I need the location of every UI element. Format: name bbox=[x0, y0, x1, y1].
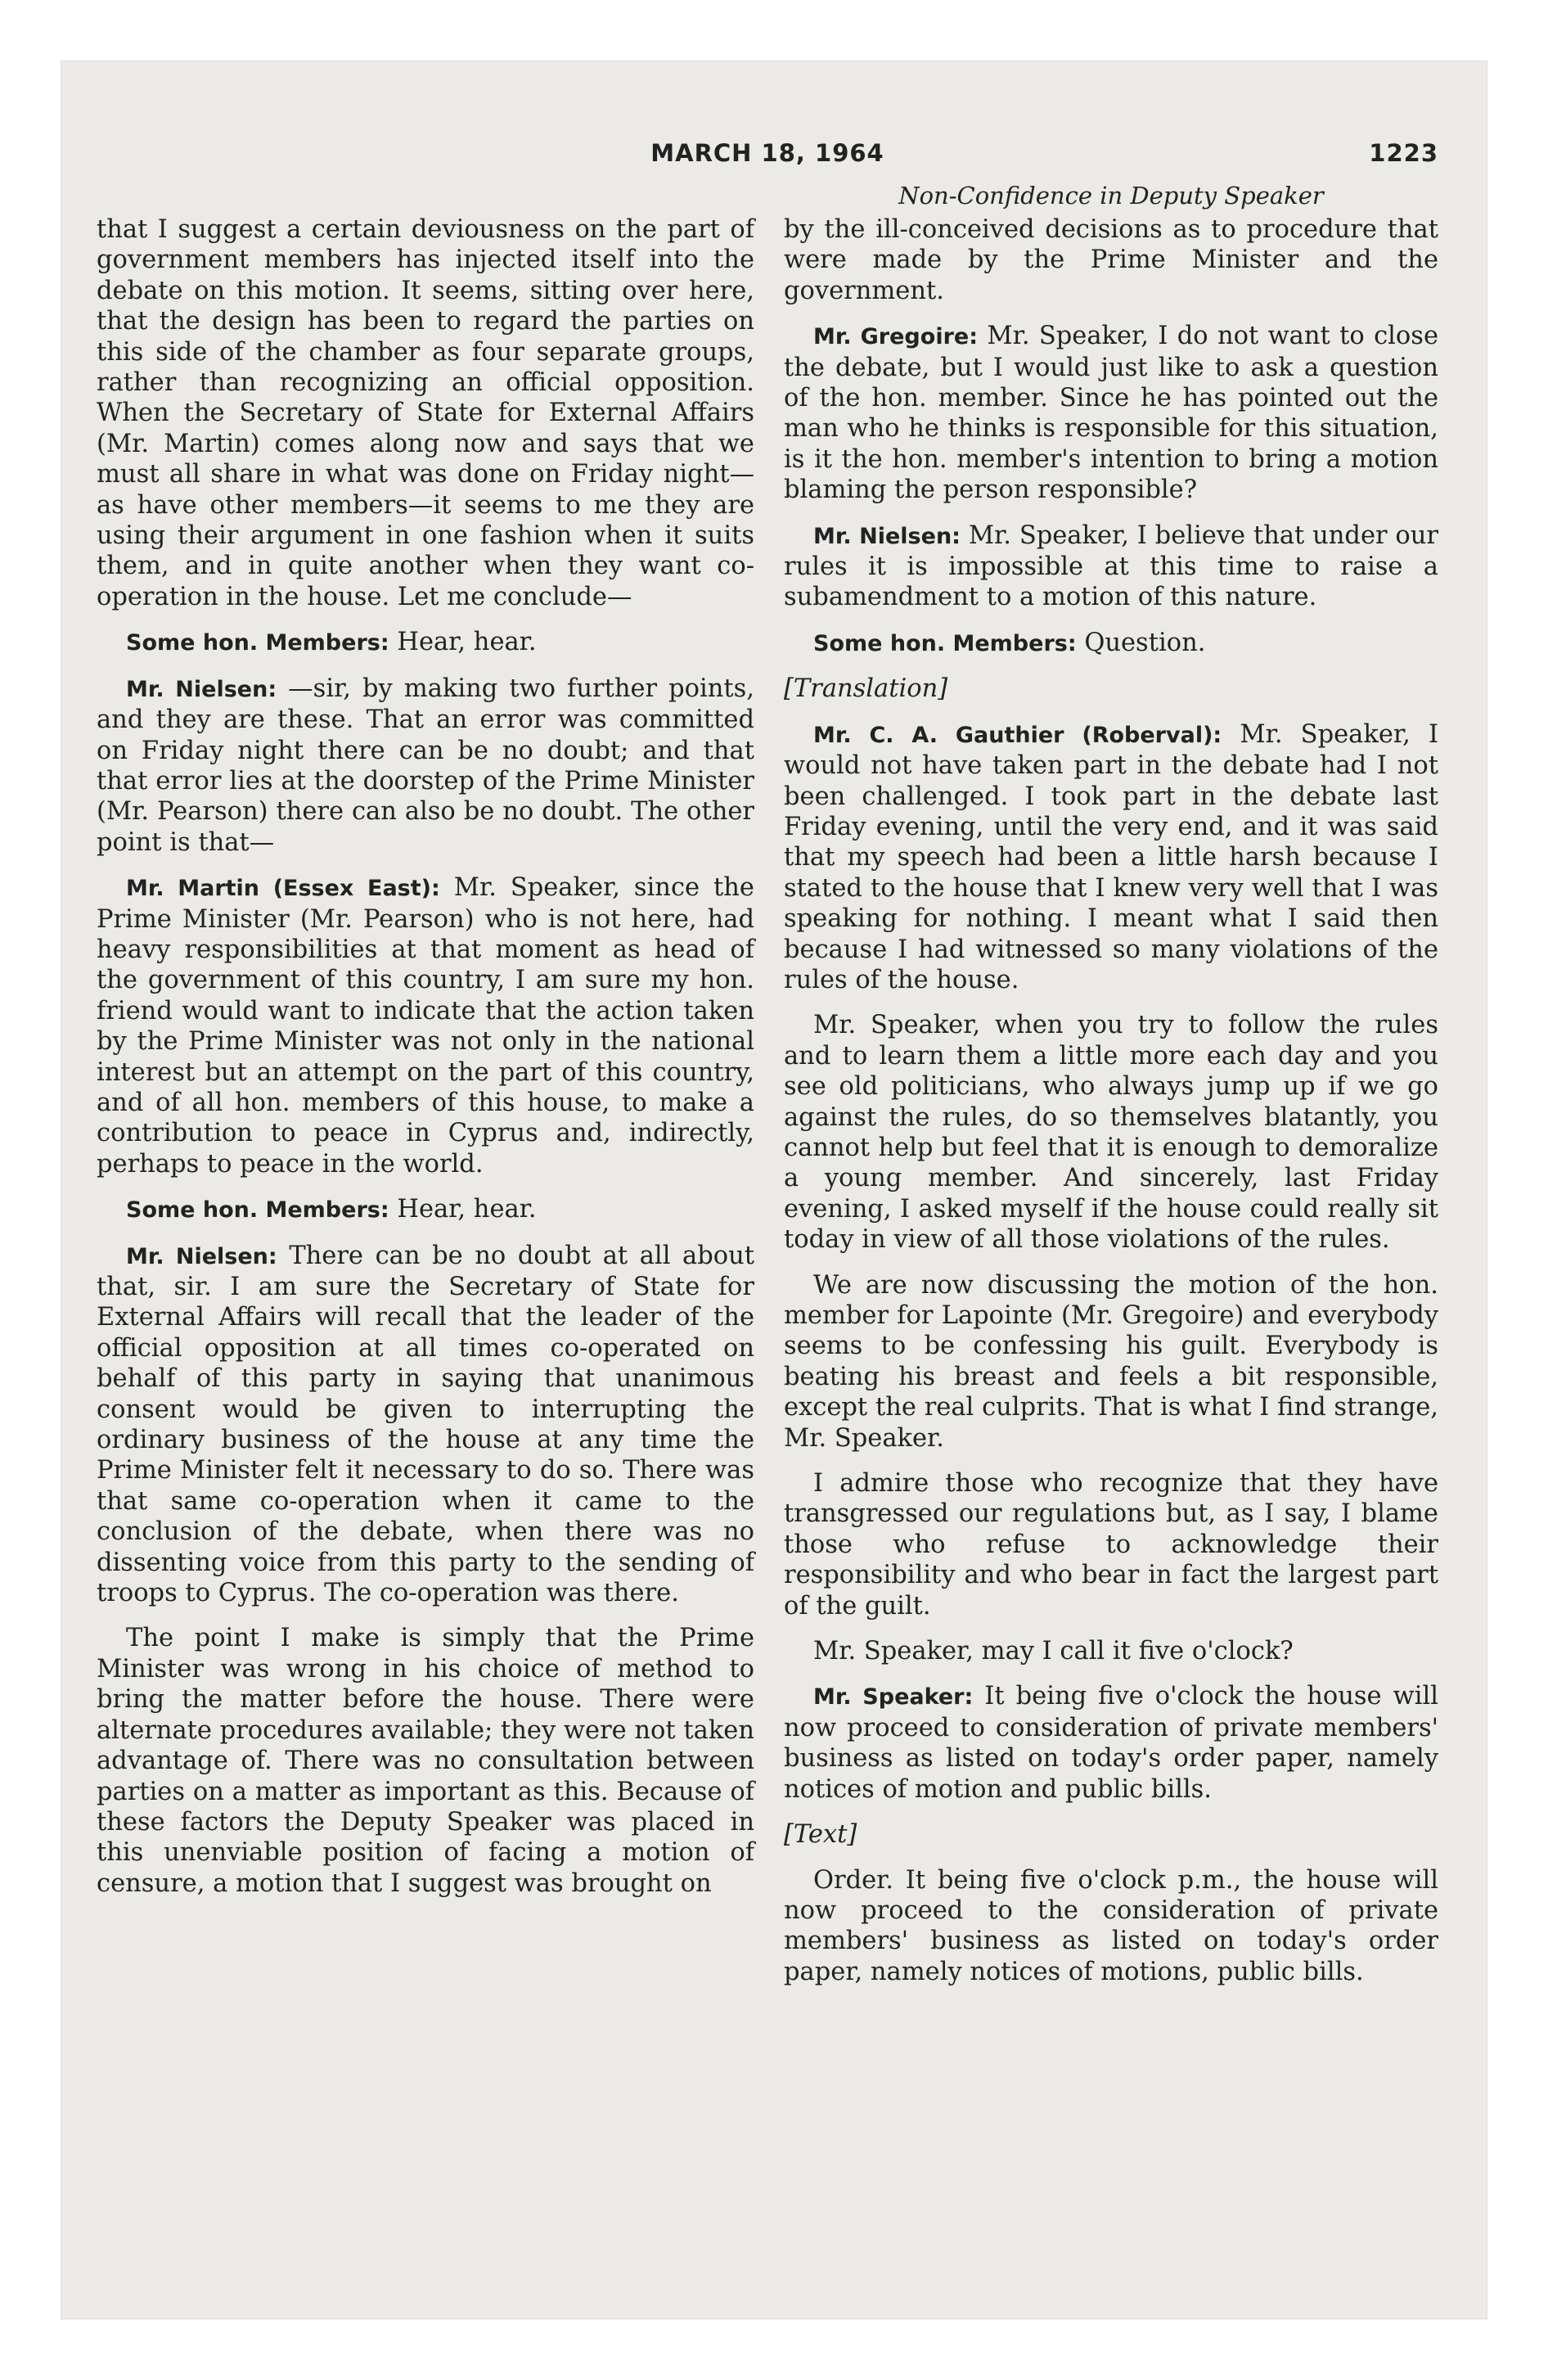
speaker-name: Mr. C. A. Gauthier (Roberval): bbox=[813, 722, 1222, 748]
paragraph bbox=[97, 1194, 754, 1225]
speech-text: that I suggest a certain deviousness on the part of government members has injected itself into the debate on this motion. It seems, sitting over here, that the design has been to regard the parties on this side of the chamber as four separate groups, rather than recognizing an official opposition. When the Secretary of State for External Affairs (Mr. Martin) comes along now and says that we must all share in what was done on Friday night—as have other members—it seems to me they are using their argument in one fashion when it suits them, and in quite another when they want co-operation in the house. Let me conclude— bbox=[97, 215, 754, 611]
speech-text: The point I make is simply that the Prime Minister was wrong in his choice of method to bring the matter before the house. There were alternate procedures available; they were not taken advantage of. There was no consultation between parties on a matter as important as this. Because of these factors the Deputy Speaker was placed in this unenviable position of facing a motion of censure, a motion that I suggest was brought on bbox=[97, 1624, 754, 1898]
paragraph bbox=[97, 627, 754, 658]
right-column bbox=[784, 214, 1438, 2002]
speech-text: Mr. Speaker, I would not have taken part in the debate had I not been challenged. I took part in the debate last Friday evening, until the very end, and it was said that my speech had been a little harsh because I stated to the house that I knew very well that I was speaking for nothing. I meant what I said then because I had witnessed so many violations of the rules of the house. bbox=[784, 719, 1438, 994]
speaker-name: Mr. Martin (Essex East): bbox=[126, 876, 440, 902]
language-tag bbox=[784, 1819, 1438, 1850]
paragraph bbox=[784, 321, 1438, 505]
speech-text: Hear, hear. bbox=[397, 1195, 537, 1224]
paragraph bbox=[784, 1681, 1438, 1805]
speech-text: —sir, by making two further points, and they are these. That an error was committed on Friday night there can be no doubt; and that that error lies at the doorstep of the Prime Minister (Mr. Pearson) there can also be no doubt. The other point is that— bbox=[97, 674, 755, 857]
paragraph bbox=[784, 1010, 1438, 1255]
paragraph bbox=[784, 719, 1438, 996]
left-column bbox=[97, 214, 754, 1913]
paragraph bbox=[784, 521, 1438, 613]
paragraph bbox=[784, 1636, 1438, 1666]
speech-text: Mr. Speaker, may I call it five o'clock? bbox=[813, 1637, 1294, 1666]
paragraph bbox=[784, 1270, 1438, 1454]
paragraph bbox=[784, 1468, 1438, 1621]
speech-text: Hear, hear. bbox=[397, 628, 537, 657]
paragraph bbox=[784, 1865, 1438, 1988]
running-title: Non-Confidence in Deputy Speaker bbox=[898, 182, 1324, 210]
language-tag bbox=[784, 674, 1438, 704]
header-date: MARCH 18, 1964 bbox=[650, 139, 884, 167]
paragraph bbox=[97, 872, 754, 1179]
speaker-name: Some hon. Members: bbox=[126, 1197, 389, 1224]
paragraph bbox=[97, 674, 754, 858]
speaker-name: Some hon. Members: bbox=[813, 630, 1077, 656]
hansard-page bbox=[97, 139, 1438, 2234]
speech-text: I admire those who recognize that they have transgressed our regulations but, as I say, I blame those who refuse to acknowledge their responsibility and who bear in fact the largest part of the guilt. bbox=[784, 1469, 1438, 1620]
speech-text: [Text] bbox=[784, 1820, 857, 1850]
speaker-name: Mr. Gregoire: bbox=[813, 324, 978, 350]
speech-text: Question. bbox=[1084, 628, 1206, 657]
speaker-name: Some hon. Members: bbox=[126, 630, 389, 656]
speech-text: There can be no doubt at all about that, sir. I am sure the Secretary of State for External Affairs will recall that the leader of the official opposition at all times co-operated on behalf of this party in saying that unanimous consent would be given to interrupting the ordinary business of the house at any time the Prime Minister felt it necessary to do so. There was that same co-operation when it came to the conclusion of the debate, when there was no dissenting voice from this party to the sending of troops to Cyprus. The co-operation was there. bbox=[97, 1241, 755, 1608]
speech-text: Mr. Speaker, when you try to follow the rules and to learn them a little more each day and you see old politicians, who always jump up if we go against the rules, do so themselves blatantly, you cannot help but feel that it is enough to demoralize a young member. And sincerely, last Friday evening, I asked myself if the house could really sit today in view of all those violations of the rules. bbox=[784, 1011, 1438, 1255]
paragraph bbox=[784, 628, 1438, 659]
speech-text: Order. It being five o'clock p.m., the house will now proceed to the consideration of private members' business as listed on today's order paper, namely notices of motions, public bills. bbox=[784, 1865, 1438, 1986]
speech-text: We are now discussing the motion of the hon. member for Lapointe (Mr. Gregoire) and everybody seems to be confessing his guilt. Everybody is beating his breast and feels a bit responsible, except the real culprits. That is what I find strange, Mr. Speaker. bbox=[784, 1270, 1438, 1453]
speech-text: [Translation] bbox=[784, 674, 948, 704]
paragraph bbox=[97, 1623, 754, 1899]
speaker-name: Mr. Speaker: bbox=[813, 1684, 974, 1711]
speech-text: Mr. Speaker, I believe that under our rules it is impossible at this time to raise a subamendment to a motion of this nature. bbox=[784, 521, 1439, 612]
speech-text: Mr. Speaker, since the Prime Minister (Mr. Pearson) who is not here, had heavy responsibilities at that moment as head of the government of this country, I am sure my hon. friend would want to indicate that the action taken by the Prime Minister was not only in the national interest but an attempt on the part of this country, and of all hon. members of this house, to make a contribution to peace in Cyprus and, indirectly, perhaps to peace in the world. bbox=[97, 873, 754, 1179]
speech-text: by the ill-conceived decisions as to procedure that were made by the Prime Minister and the government. bbox=[784, 215, 1438, 305]
speech-text: Mr. Speaker, I do not want to close the debate, but I would just like to ask a question of the hon. member. Since he has pointed out the man who he thinks is responsible for this situation, is it the hon. member's intention to bring a motion blaming the person responsible? bbox=[784, 322, 1438, 505]
paragraph bbox=[784, 214, 1438, 306]
speaker-name: Mr. Nielsen: bbox=[813, 523, 961, 549]
speaker-name: Mr. Nielsen: bbox=[126, 676, 277, 702]
page-number: 1223 bbox=[1369, 139, 1438, 167]
speech-text: It being five o'clock the house will now proceed to consideration of private members' business as listed on today's order paper, namely notices of motion and public bills. bbox=[784, 1682, 1438, 1804]
paragraph bbox=[97, 214, 754, 612]
paragraph bbox=[97, 1241, 754, 1609]
page-header bbox=[97, 139, 1438, 175]
speaker-name: Mr. Nielsen: bbox=[126, 1243, 277, 1269]
